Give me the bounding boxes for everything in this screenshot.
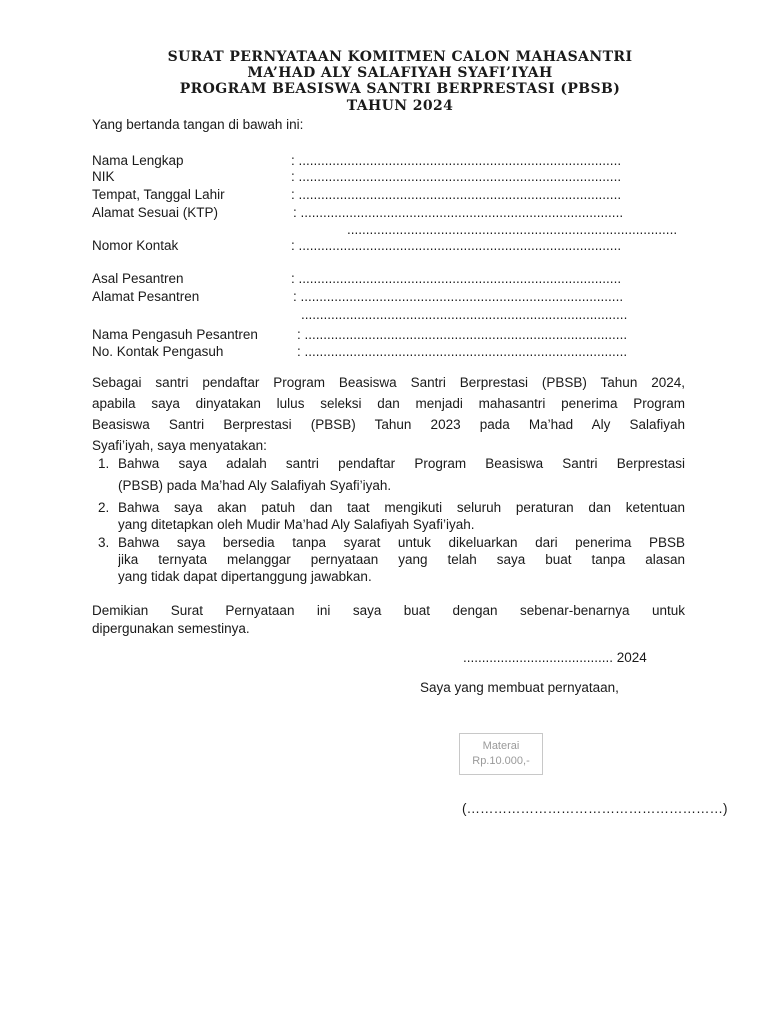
point-text: jika ternyata melanggar pernyataan yang telah saya buat tanpa alasan: [118, 552, 685, 567]
point-text: Bahwa saya adalah santri pendaftar Program Beasiswa Santri Berprestasi: [118, 456, 685, 471]
field-value-nama-pengasuh: : ......................................................................................: [297, 327, 628, 342]
point-text: Bahwa saya akan patuh dan taat mengikuti seluruh peraturan dan ketentuan: [118, 500, 685, 515]
field-label-nama-pengasuh: Nama Pengasuh Pesantren: [92, 327, 258, 342]
field-label-nomor-kontak: Nomor Kontak: [92, 238, 179, 253]
field-label-nik: NIK: [92, 169, 115, 184]
field-value-alamat-ktp-continued: ........................................................................................: [347, 222, 678, 237]
field-label-alamat-ktp: Alamat Sesuai (KTP): [92, 205, 219, 220]
point-text: (PBSB) pada Ma’had Aly Salafiyah Syafi’iyah.: [118, 478, 392, 493]
point-number: 1.: [98, 456, 110, 471]
field-label-tempat-tanggal-lahir: Tempat, Tanggal Lahir: [92, 187, 225, 202]
field-value-nomor-kontak: : ......................................................................................: [291, 238, 622, 253]
signature-caption: Saya yang membuat pernyataan,: [420, 680, 619, 695]
intro-text: Yang bertanda tangan di bawah ini:: [92, 117, 304, 132]
field-value-alamat-pesantren: : ......................................................................................: [293, 289, 624, 304]
point-text: yang tidak dapat dipertanggung jawabkan.: [118, 569, 372, 584]
field-value-tempat-tanggal-lahir: : ......................................................................................: [291, 187, 622, 202]
field-label-kontak-pengasuh: No. Kontak Pengasuh: [92, 344, 224, 359]
closing-line: Demikian Surat Pernyataan ini saya buat dengan sebenar-benarnya untuk: [92, 603, 685, 618]
document-title-line-4: TAHUN 2024: [346, 98, 454, 114]
field-value-nik: : ......................................................................................: [291, 169, 622, 184]
statement-line: Syafi’iyah, saya menyatakan:: [92, 438, 267, 453]
field-value-asal-pesantren: : ......................................................................................: [291, 271, 622, 286]
point-text: Bahwa saya bersedia tanpa syarat untuk dikeluarkan dari penerima PBSB: [118, 535, 685, 550]
stamp-label: Materai: [482, 740, 520, 752]
statement-line: Sebagai santri pendaftar Program Beasiswa Santri Berprestasi (PBSB) Tahun 2024,: [92, 375, 685, 390]
signature-name-placeholder: (…………………………………………………): [462, 801, 728, 816]
field-label-asal-pesantren: Asal Pesantren: [92, 271, 184, 286]
closing-paragraph: [92, 602, 685, 638]
field-value-alamat-ktp: : ......................................................................................: [293, 205, 624, 220]
field-value-nama-lengkap: : ......................................................................................: [291, 153, 622, 168]
field-label-alamat-pesantren: Alamat Pesantren: [92, 289, 200, 304]
statement-paragraph: [92, 372, 685, 456]
field-value-kontak-pengasuh: : ......................................................................................: [297, 344, 628, 359]
point-text: yang ditetapkan oleh Mudir Ma’had Aly Salafiyah Syafi’iyah.: [118, 517, 475, 532]
statement-line: Beasiswa Santri Berprestasi (PBSB) Tahun 2023 pada Ma’had Aly Salafiyah: [92, 417, 685, 432]
point-number: 2.: [98, 500, 110, 515]
materai-stamp: [459, 733, 543, 775]
field-label-nama-lengkap: Nama Lengkap: [92, 153, 184, 168]
point-number: 3.: [98, 535, 110, 550]
document-title-line-2: MA’HAD ALY SALAFIYAH SYAFI’IYAH: [247, 65, 553, 81]
field-value-alamat-pesantren-continued: .......................................................................................: [301, 307, 628, 322]
document-title-line-1: SURAT PERNYATAAN KOMITMEN CALON MAHASANTRI: [167, 49, 633, 65]
document-title-line-3: PROGRAM BEASISWA SANTRI BERPRESTASI (PBSB): [179, 81, 621, 97]
stamp-value: Rp.10.000,-: [472, 755, 530, 767]
closing-line: dipergunakan semestinya.: [92, 621, 250, 636]
signature-date: ........................................ 2024: [463, 650, 647, 665]
statement-line: apabila saya dinyatakan lulus seleksi dan menjadi mahasantri penerima Program: [92, 396, 685, 411]
